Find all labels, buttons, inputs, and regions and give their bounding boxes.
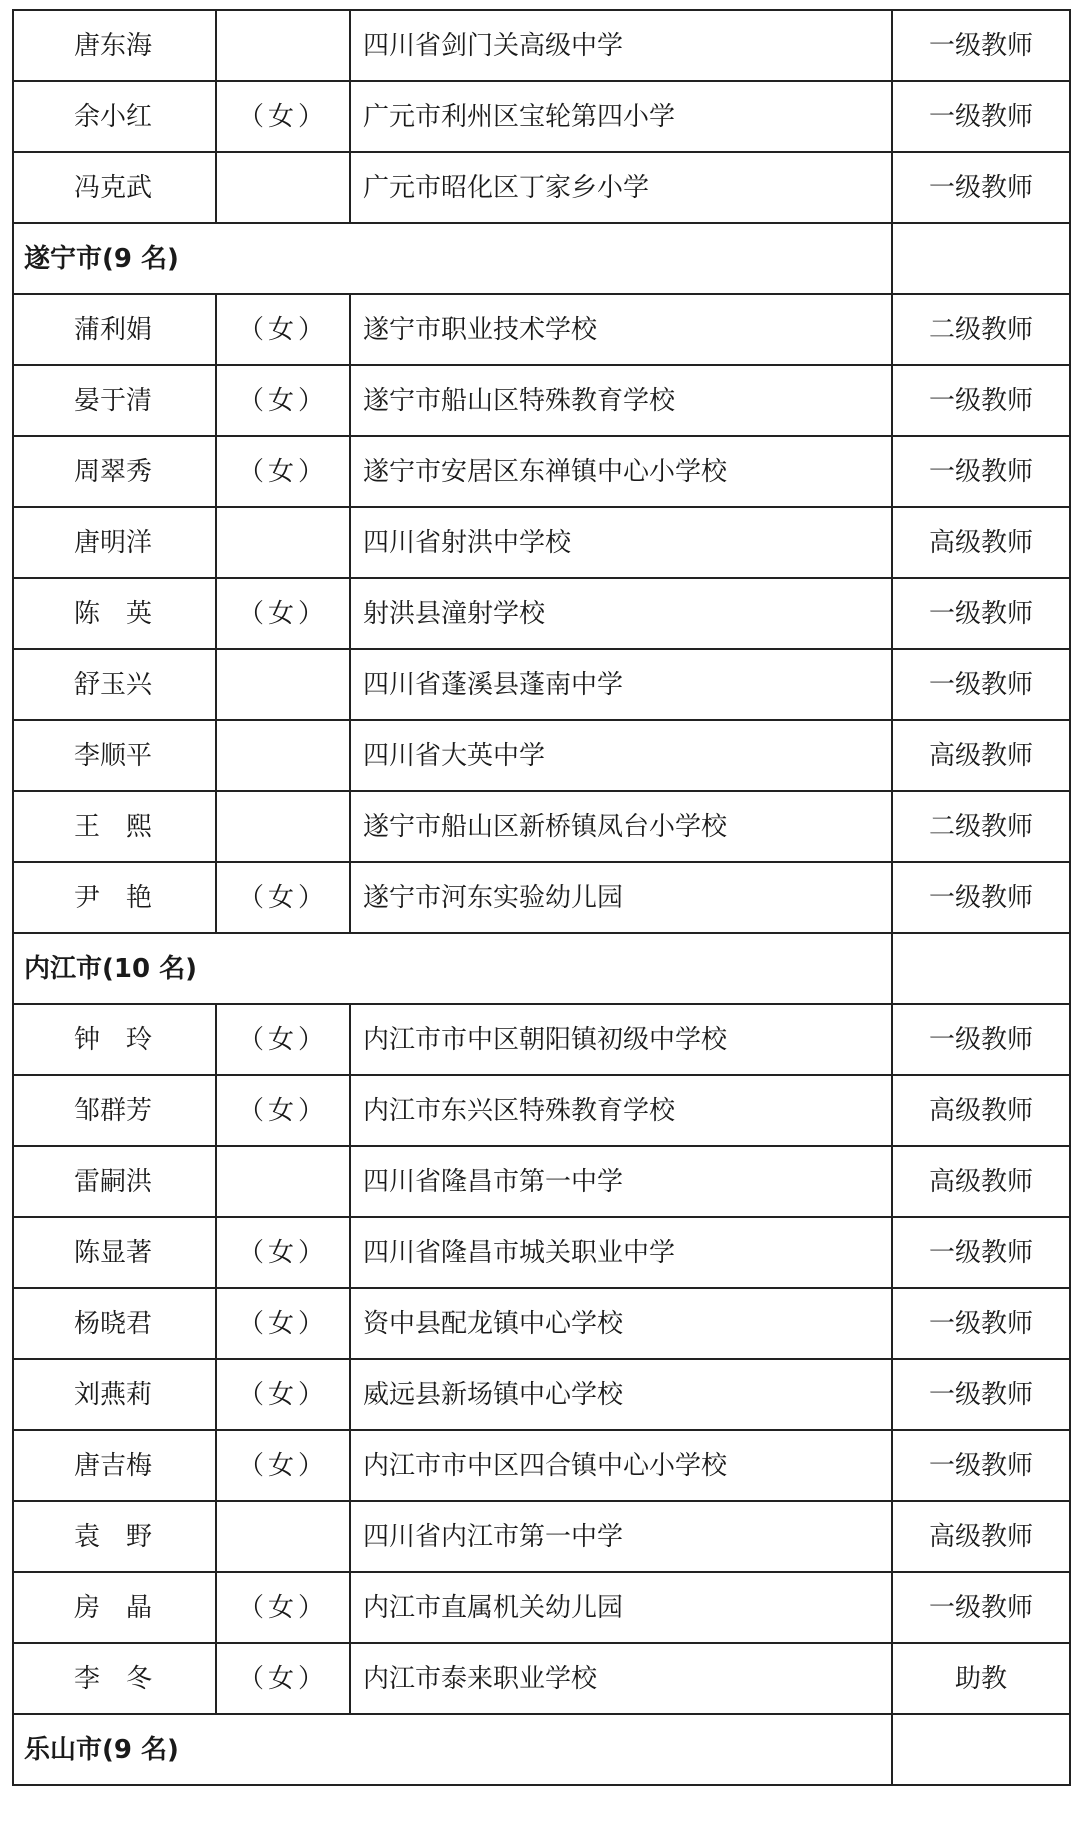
teacher-school: 射洪县潼射学校: [350, 578, 892, 649]
teacher-gender: （女）: [216, 1288, 350, 1359]
teacher-gender: [216, 507, 350, 578]
teacher-school: 四川省射洪中学校: [350, 507, 892, 578]
table-row: [13, 649, 1070, 720]
table-row: [13, 1430, 1070, 1501]
table-row: [13, 1359, 1070, 1430]
table-row: [13, 294, 1070, 365]
teacher-title: 高级教师: [892, 1075, 1070, 1146]
teacher-name: 陈显著: [13, 1217, 216, 1288]
teacher-title: 一级教师: [892, 1288, 1070, 1359]
teacher-title: 一级教师: [892, 10, 1070, 81]
teacher-gender: （女）: [216, 1643, 350, 1714]
teacher-name: 邹群芳: [13, 1075, 216, 1146]
teacher-school: 内江市市中区四合镇中心小学校: [350, 1430, 892, 1501]
teacher-gender: （女）: [216, 365, 350, 436]
teacher-name: 蒲利娟: [13, 294, 216, 365]
teacher-gender: [216, 1501, 350, 1572]
teacher-name: 冯克武: [13, 152, 216, 223]
teacher-name: 晏于清: [13, 365, 216, 436]
teacher-gender: （女）: [216, 1217, 350, 1288]
city-header-row: [13, 1714, 1070, 1785]
city-blank-cell: [892, 1714, 1070, 1785]
teacher-gender: [216, 10, 350, 81]
teacher-title: 一级教师: [892, 578, 1070, 649]
table-row: [13, 862, 1070, 933]
teacher-gender: （女）: [216, 1004, 350, 1075]
teacher-gender: [216, 720, 350, 791]
teacher-name: 周翠秀: [13, 436, 216, 507]
table-row: [13, 1075, 1070, 1146]
teacher-gender: （女）: [216, 1430, 350, 1501]
teacher-school: 遂宁市船山区新桥镇凤台小学校: [350, 791, 892, 862]
table-row: [13, 791, 1070, 862]
table-row: [13, 365, 1070, 436]
teacher-name: 舒玉兴: [13, 649, 216, 720]
table-row: [13, 1004, 1070, 1075]
teacher-school: 广元市利州区宝轮第四小学: [350, 81, 892, 152]
teacher-name: 唐明洋: [13, 507, 216, 578]
teacher-name: 李顺平: [13, 720, 216, 791]
teacher-gender: [216, 152, 350, 223]
teacher-gender: [216, 649, 350, 720]
city-heading: 内江市(10 名): [13, 933, 892, 1004]
teacher-school: 四川省蓬溪县蓬南中学: [350, 649, 892, 720]
teacher-school: 四川省内江市第一中学: [350, 1501, 892, 1572]
teacher-title: 一级教师: [892, 365, 1070, 436]
teacher-title: 助教: [892, 1643, 1070, 1714]
teacher-list-body: [13, 10, 1070, 1785]
city-header-row: [13, 933, 1070, 1004]
teacher-gender: （女）: [216, 436, 350, 507]
teacher-name: 唐吉梅: [13, 1430, 216, 1501]
teacher-title: 一级教师: [892, 1217, 1070, 1288]
table-row: [13, 1288, 1070, 1359]
table-row: [13, 1146, 1070, 1217]
table-row: [13, 578, 1070, 649]
teacher-school: 内江市直属机关幼儿园: [350, 1572, 892, 1643]
teacher-gender: [216, 791, 350, 862]
teacher-school: 四川省剑门关高级中学: [350, 10, 892, 81]
teacher-gender: （女）: [216, 1572, 350, 1643]
teacher-gender: （女）: [216, 1359, 350, 1430]
table-row: [13, 507, 1070, 578]
teacher-name: 唐东海: [13, 10, 216, 81]
teacher-title: 一级教师: [892, 436, 1070, 507]
table-row: [13, 10, 1070, 81]
teacher-title: 二级教师: [892, 791, 1070, 862]
teacher-name: 尹 艳: [13, 862, 216, 933]
teacher-list-table: [12, 9, 1071, 1786]
table-row: [13, 1643, 1070, 1714]
city-heading: 乐山市(9 名): [13, 1714, 892, 1785]
teacher-title: 一级教师: [892, 1004, 1070, 1075]
teacher-school: 遂宁市河东实验幼儿园: [350, 862, 892, 933]
table-row: [13, 436, 1070, 507]
teacher-title: 高级教师: [892, 1146, 1070, 1217]
city-blank-cell: [892, 933, 1070, 1004]
teacher-gender: [216, 1146, 350, 1217]
teacher-school: 资中县配龙镇中心学校: [350, 1288, 892, 1359]
teacher-title: 一级教师: [892, 152, 1070, 223]
teacher-school: 广元市昭化区丁家乡小学: [350, 152, 892, 223]
teacher-name: 钟 玲: [13, 1004, 216, 1075]
teacher-name: 袁 野: [13, 1501, 216, 1572]
teacher-name: 房 晶: [13, 1572, 216, 1643]
teacher-name: 陈 英: [13, 578, 216, 649]
teacher-name: 余小红: [13, 81, 216, 152]
teacher-school: 遂宁市职业技术学校: [350, 294, 892, 365]
teacher-title: 一级教师: [892, 81, 1070, 152]
teacher-school: 内江市泰来职业学校: [350, 1643, 892, 1714]
teacher-title: 二级教师: [892, 294, 1070, 365]
table-row: [13, 1217, 1070, 1288]
city-header-row: [13, 223, 1070, 294]
teacher-gender: （女）: [216, 294, 350, 365]
teacher-name: 刘燕莉: [13, 1359, 216, 1430]
teacher-school: 遂宁市安居区东禅镇中心小学校: [350, 436, 892, 507]
teacher-title: 一级教师: [892, 649, 1070, 720]
teacher-title: 一级教师: [892, 1359, 1070, 1430]
teacher-title: 高级教师: [892, 1501, 1070, 1572]
teacher-title: 高级教师: [892, 507, 1070, 578]
teacher-title: 高级教师: [892, 720, 1070, 791]
teacher-school: 四川省隆昌市城关职业中学: [350, 1217, 892, 1288]
teacher-title: 一级教师: [892, 1572, 1070, 1643]
teacher-title: 一级教师: [892, 862, 1070, 933]
table-row: [13, 1572, 1070, 1643]
table-row: [13, 81, 1070, 152]
teacher-school: 内江市市中区朝阳镇初级中学校: [350, 1004, 892, 1075]
teacher-name: 杨晓君: [13, 1288, 216, 1359]
table-row: [13, 720, 1070, 791]
teacher-school: 内江市东兴区特殊教育学校: [350, 1075, 892, 1146]
teacher-gender: （女）: [216, 578, 350, 649]
teacher-school: 四川省大英中学: [350, 720, 892, 791]
teacher-title: 一级教师: [892, 1430, 1070, 1501]
table-row: [13, 1501, 1070, 1572]
teacher-name: 王 熙: [13, 791, 216, 862]
teacher-school: 遂宁市船山区特殊教育学校: [350, 365, 892, 436]
teacher-school: 四川省隆昌市第一中学: [350, 1146, 892, 1217]
teacher-school: 威远县新场镇中心学校: [350, 1359, 892, 1430]
teacher-gender: （女）: [216, 81, 350, 152]
teacher-name: 雷嗣洪: [13, 1146, 216, 1217]
teacher-name: 李 冬: [13, 1643, 216, 1714]
teacher-gender: （女）: [216, 862, 350, 933]
teacher-gender: （女）: [216, 1075, 350, 1146]
table-row: [13, 152, 1070, 223]
city-blank-cell: [892, 223, 1070, 294]
city-heading: 遂宁市(9 名): [13, 223, 892, 294]
